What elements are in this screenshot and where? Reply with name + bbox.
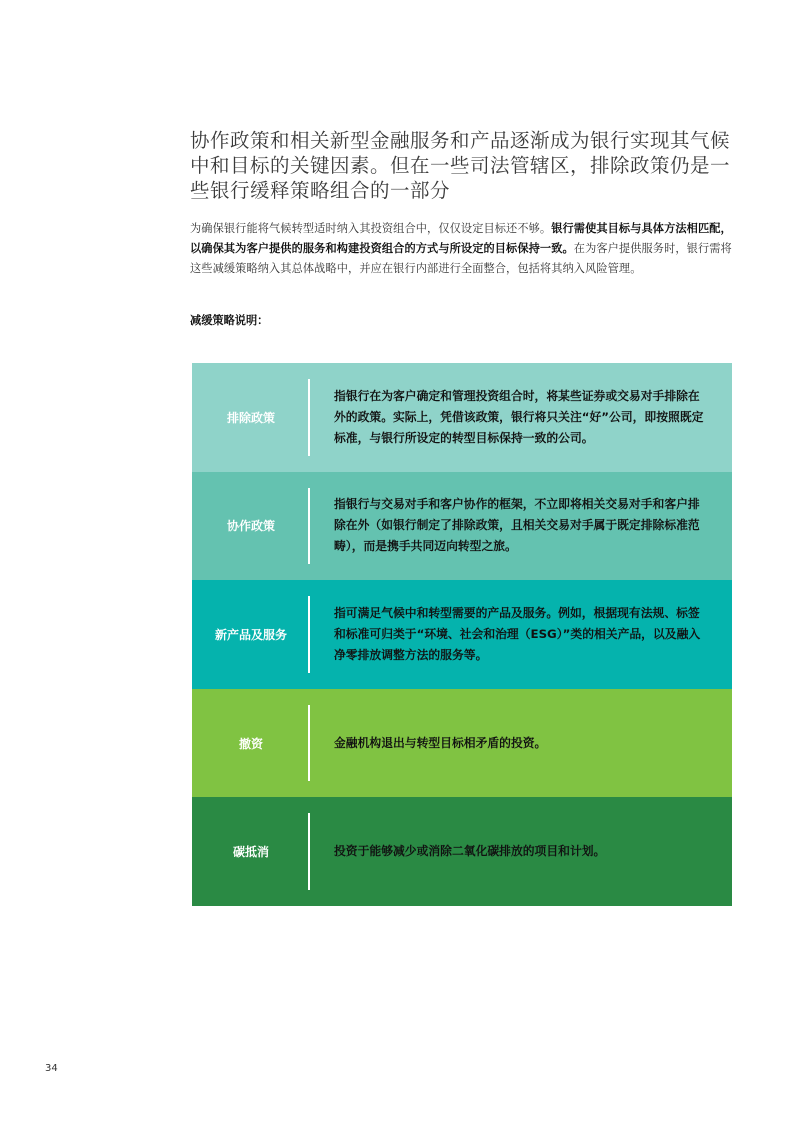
row-divider bbox=[308, 705, 310, 782]
strategy-label: 撤资 bbox=[238, 736, 263, 751]
strategy-label: 排除政策 bbox=[226, 410, 275, 425]
strategy-label: 新产品及服务 bbox=[214, 627, 287, 642]
page-number: 34 bbox=[45, 1063, 58, 1074]
strategy-row-exclusion bbox=[192, 363, 732, 472]
strategy-description: 指银行与交易对手和客户协作的框架，不立即将相关交易对手和客户排除在外（如银行制定了排除政策，且相关交易对手属于既定排除标准范畴），而是携手共同迈向转型之旅。 bbox=[334, 497, 700, 554]
row-divider bbox=[308, 379, 310, 456]
strategy-label: 协作政策 bbox=[226, 519, 275, 534]
strategy-table bbox=[192, 363, 732, 906]
strategy-row-carbon-offset bbox=[192, 797, 732, 906]
intro-text-part1: 为确保银行能将气候转型适时纳入其投资组合中，仅仅设定目标还不够。 bbox=[190, 222, 552, 235]
strategy-row-divestment bbox=[192, 689, 732, 798]
strategy-description: 指可满足气候中和转型需要的产品及服务。例如，根据现有法规、标签和标准可归类于“环境、社会和治理（ESG）”类的相关产品，以及融入净零排放调整方法的服务等。 bbox=[334, 605, 701, 662]
strategy-description: 指银行在为客户确定和管理投资组合时，将某些证券或交易对手排除在外的政策。实际上，凭借该政策，银行将只关注“好”公司，即按照既定标准，与银行所设定的转型目标保持一致的公司。 bbox=[334, 388, 704, 445]
intro-text-part2: 在为客户提供服务时，银行需将这些减缓策略纳入其总体战略中，并应在银行内部进行全面整合，包括将其纳入风险管理。 bbox=[190, 242, 732, 275]
strategy-row-new-products bbox=[192, 580, 732, 689]
row-divider bbox=[308, 488, 310, 565]
section-heading: 协作政策和相关新型金融服务和产品逐渐成为银行实现其气候中和目标的关键因素。但在一些司法管辖区，排除政策仍是一些银行缓释策略组合的一部分 bbox=[190, 129, 731, 202]
strategy-row-collaboration bbox=[192, 472, 732, 581]
strategy-description: 投资于能够减少或消除二氧化碳排放的项目和计划。 bbox=[334, 844, 606, 859]
strategy-title: 减缓策略说明： bbox=[190, 314, 269, 327]
row-divider bbox=[308, 596, 310, 673]
intro-text-bold: 银行需使其目标与具体方法相匹配，以确保其为客户提供的服务和构建投资组合的方式与所设定的目标保持一致。 bbox=[190, 222, 732, 255]
intro-paragraph bbox=[190, 219, 735, 279]
strategy-label: 碳抵消 bbox=[232, 845, 269, 860]
row-divider bbox=[308, 813, 310, 890]
strategy-description: 金融机构退出与转型目标相矛盾的投资。 bbox=[334, 735, 547, 750]
